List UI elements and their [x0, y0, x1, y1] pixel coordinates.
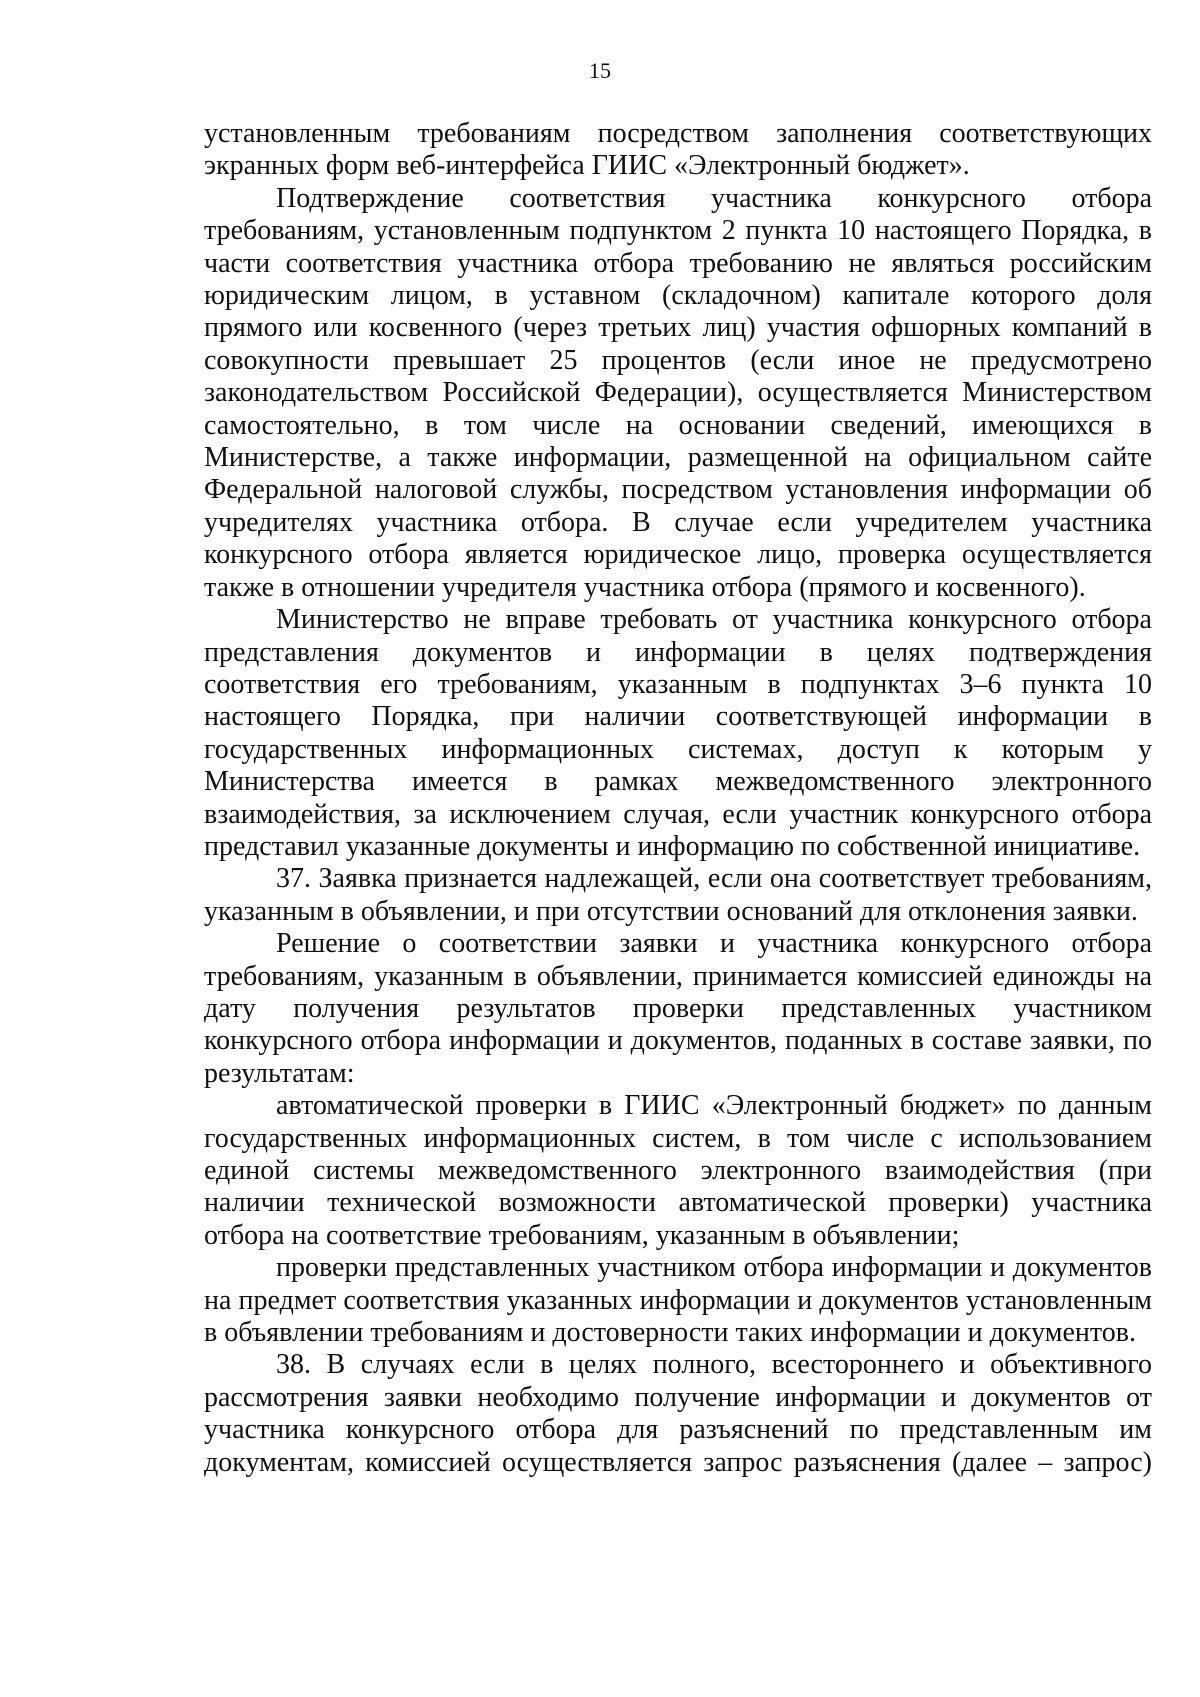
paragraph-item-38: 38. В случаях если в целях полного, всестороннего и объективного рассмотрения заявки необходимо получение информации и документов от участника конкурсного отбора для разъяснений по представленным им документам, комиссией осуществляется запрос разъяснения (далее – запрос)	[204, 1349, 1152, 1478]
paragraph-continuation: установленным требованиям посредством заполнения соответствующих экранных форм веб-интерфейса ГИИС «Электронный бюджет».	[204, 118, 1152, 182]
document-body	[204, 118, 1152, 1479]
paragraph-document-check: проверки представленных участником отбора информации и документов на предмет соответствия указанных информации и документов установленным в объявлении требованиям и достоверности таких информации и документов.	[204, 1252, 1152, 1349]
paragraph-commission-decision: Решение о соответствии заявки и участника конкурсного отбора требованиям, указанным в объявлении, принимается комиссией единожды на дату получения результатов проверки представленных участником конкурсного отбора информации и документов, поданных в составе заявки, по результатам:	[204, 928, 1152, 1089]
page-number: 15	[589, 58, 611, 83]
paragraph-automatic-check: автоматической проверки в ГИИС «Электронный бюджет» по данным государственных информационных систем, в том числе с использованием единой системы межведомственного электронного взаимодействия (при наличии технической возможности автоматической проверки) участника отбора на соответствие требованиям, указанным в объявлении;	[204, 1090, 1152, 1251]
paragraph-ministry-restriction: Министерство не вправе требовать от участника конкурсного отбора представления документов и информации в целях подтверждения соответствия его требованиям, указанным в подпунктах 3–6 пункта 10 настоящего Порядка, при наличии соответствующей информации в государственных информационных системах, доступ к которым у Министерства имеется в рамках межведомственного электронного взаимодействия, за исключением случая, если участник конкурсного отбора представил указанные документы и информацию по собственной инициативе.	[204, 604, 1152, 862]
paragraph-item-37: 37. Заявка признается надлежащей, если она соответствует требованиям, указанным в объявлении, и при отсутствии оснований для отклонения заявки.	[204, 863, 1152, 927]
paragraph-offshore-check: Подтверждение соответствия участника конкурсного отбора требованиям, установленным подпунктом 2 пункта 10 настоящего Порядка, в части соответствия участника отбора требованию не являться российским юридическим лицом, в уставном (складочном) капитале которого доля прямого или косвенного (через третьих лиц) участия офшорных компаний в совокупности превышает 25 процентов (если иное не предусмотрено законодательством Российской Федерации), осуществляется Министерством самостоятельно, в том числе на основании сведений, имеющихся в Министерстве, а также информации, размещенной на официальном сайте Федеральной налоговой службы, посредством установления информации об учредителях участника отбора. В случае если учредителем участника конкурсного отбора является юридическое лицо, проверка осуществляется также в отношении учредителя участника отбора (прямого и косвенного).	[204, 182, 1152, 603]
